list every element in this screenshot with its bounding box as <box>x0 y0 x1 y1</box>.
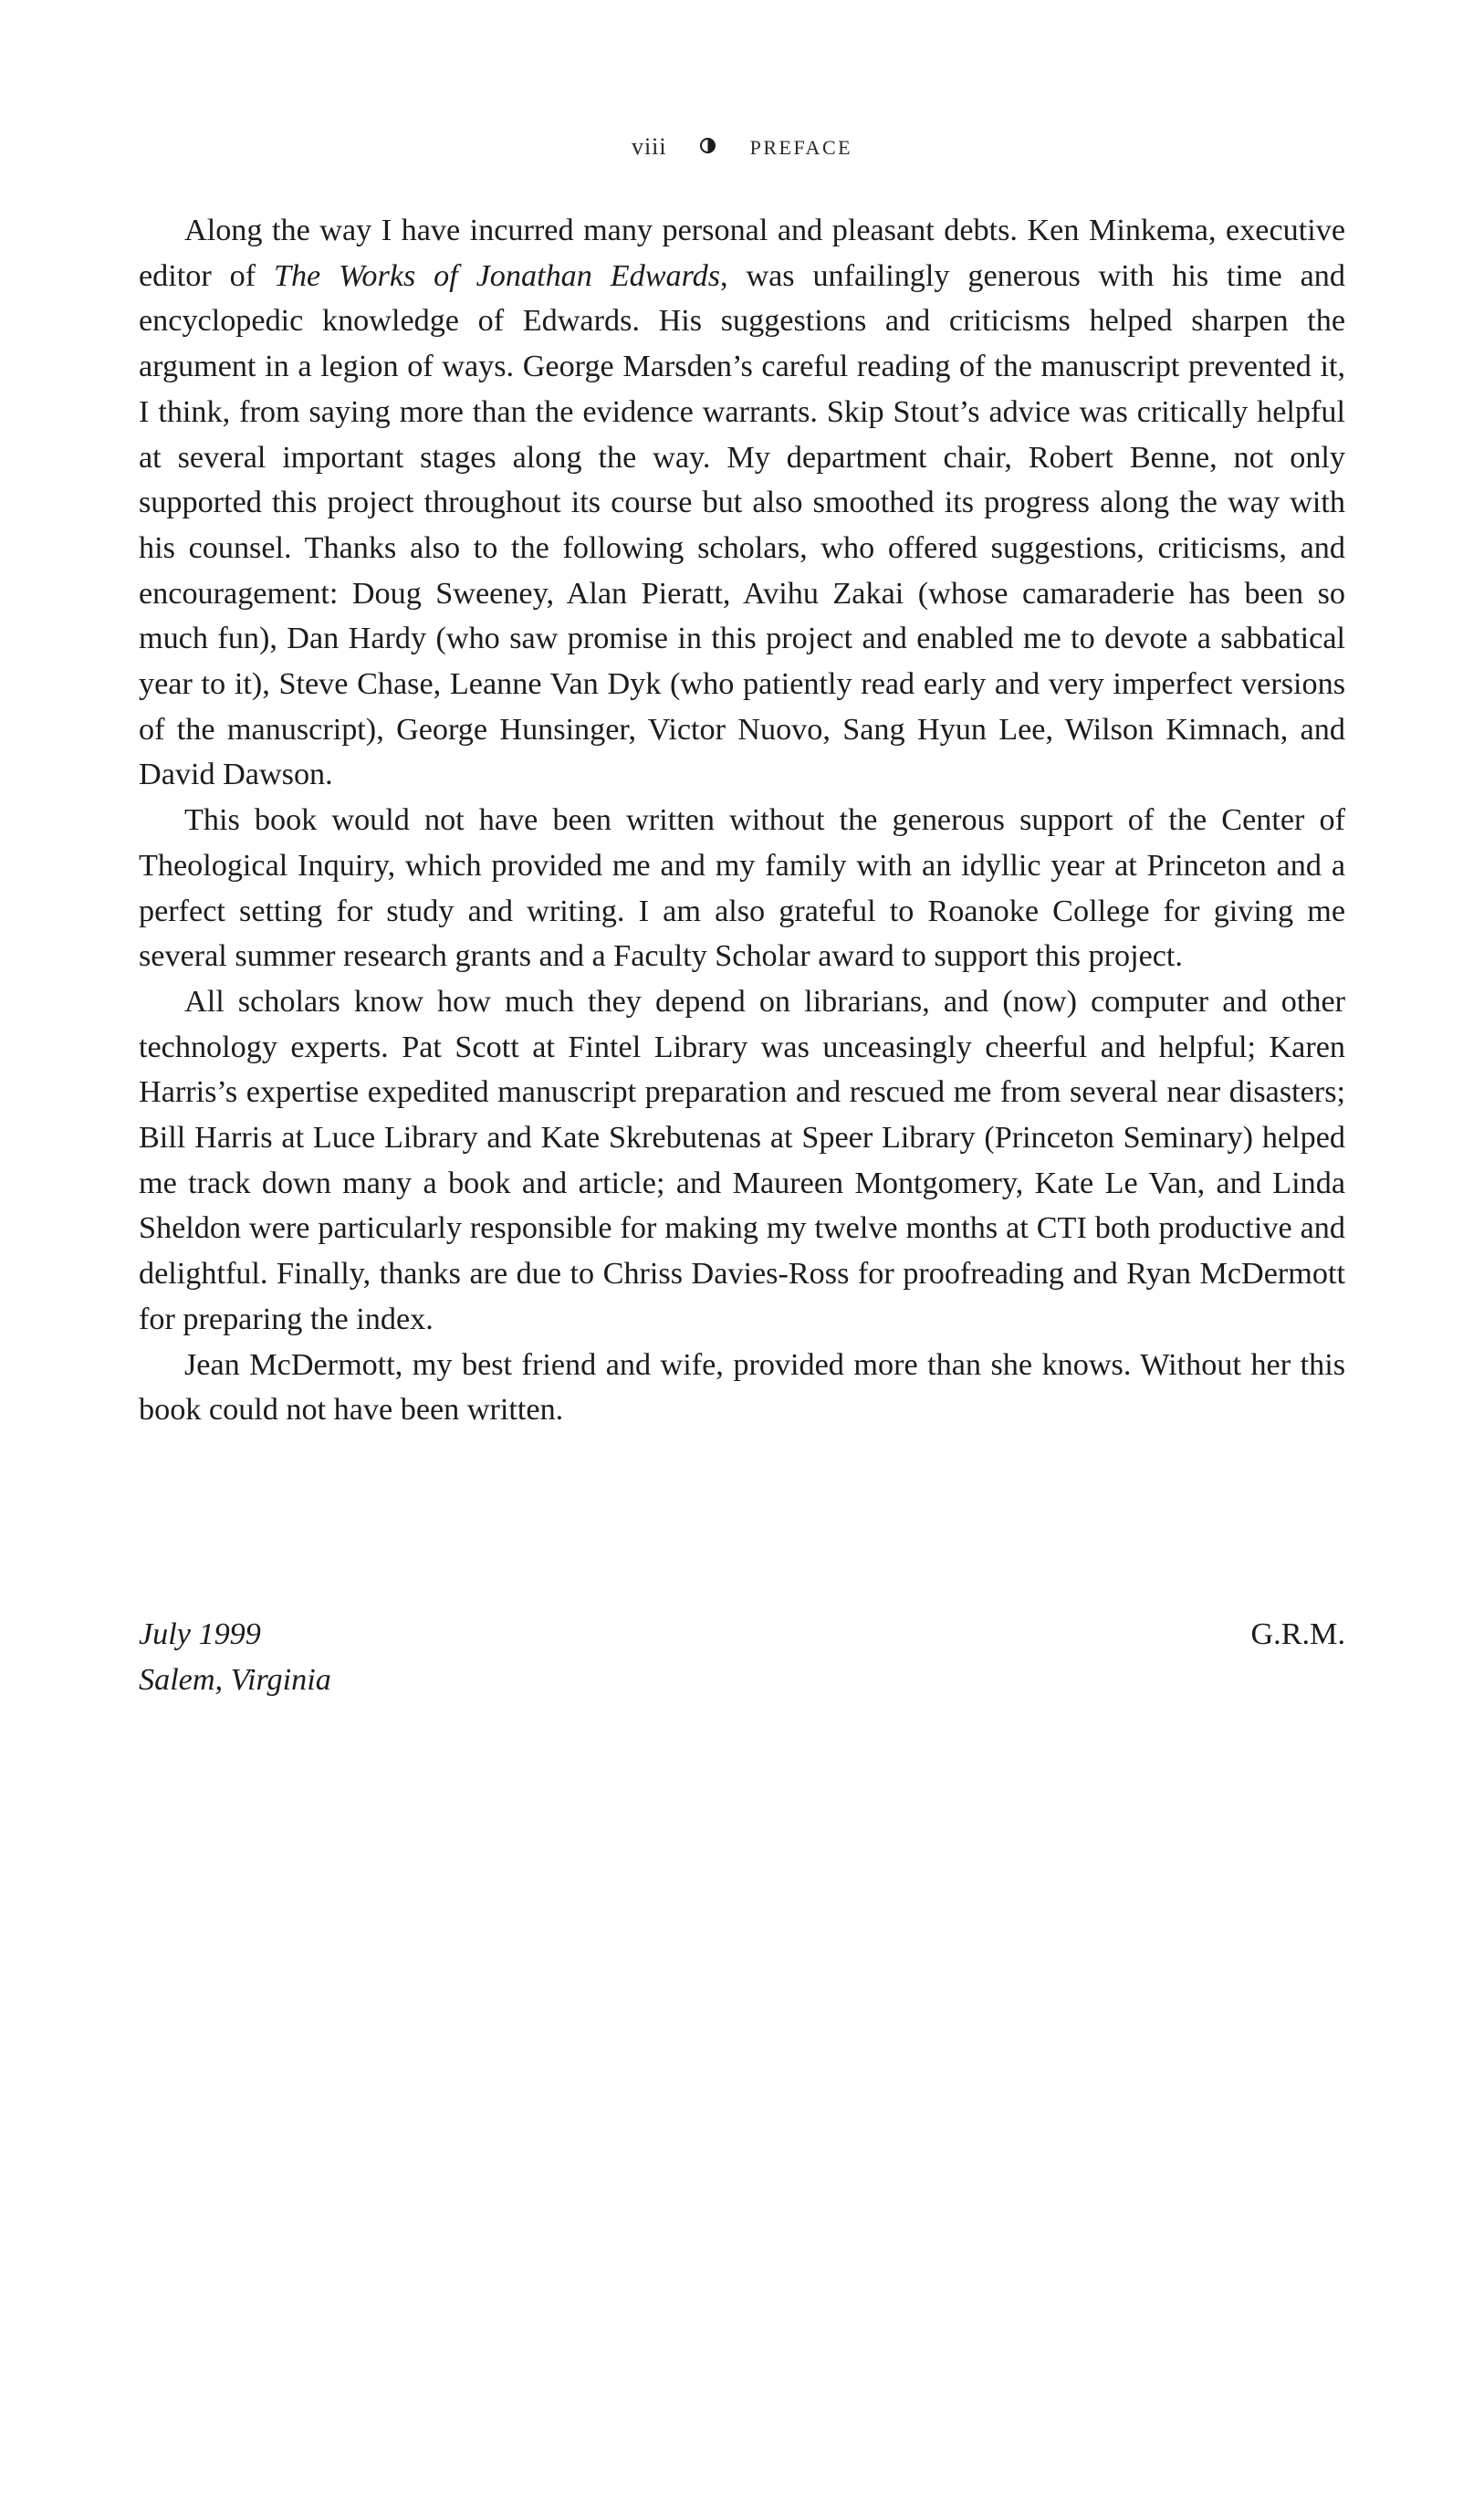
running-head <box>0 133 1484 161</box>
half-circle-ornament-icon <box>700 138 716 153</box>
paragraph-acknowledgments-institutions: This book would not have been written without the generous support of the Center of Theological Inquiry, which provided me and my family with an idyllic year at Princeton and a perfect setting for study and writing. I am also grateful to Roanoke College for giving me several summer research grants and a Faculty Scholar award to support this project. <box>139 803 1345 974</box>
paragraph-text: , was unfailingly generous with his time and encyclopedic knowledge of Edwards. His suggestions and criticisms helped sharpen the argument in a legion of ways. George Marsden’s careful reading of the manuscript prevented it, I think, from saying more than the evidence warrants. Skip Stout’s advice was critically helpful at several important stages along the way. My department chair, Robert Benne, not only supported this project throughout its course but also smoothed its progress along the way with his counsel. Thanks also to the following scholars, who offered suggestions, criticisms, and encouragement: Doug Sweeney, Alan Pieratt, Avihu Zakai (whose camaraderie has been so much fun), Dan Hardy (who saw promise in this project and enabled me to devote a sabbatical year to it), Steve Chase, Leanne Van Dyk (who patiently read early and very imperfect versions of the manuscript), George Hunsinger, Victor Nuovo, Sang Hyun Lee, Wilson Kimnach, and David Dawson. <box>139 258 1345 792</box>
author-initials: G.R.M. <box>1250 1617 1345 1651</box>
date-place <box>139 1612 1345 1702</box>
paragraph-text: Along the way I have incurred many personal and pleasant debts. Ken Minkema, executive editor of <box>139 214 1345 293</box>
signoff-place: Salem, Virginia <box>139 1662 331 1697</box>
signoff <box>139 1612 1345 1702</box>
section-title: PREFACE <box>749 136 853 159</box>
book-title: The Works of Jonathan Edwards <box>273 258 721 293</box>
preface-body <box>139 208 1345 1433</box>
paragraph-acknowledgments-scholars <box>139 208 1345 798</box>
paragraph-acknowledgments-librarians: All scholars know how much they depend on librarians, and (now) computer and other technology experts. Pat Scott at Fintel Library was unceasingly cheerful and helpful; Karen Harris’s expertise expedited manuscript preparation and rescued me from several near disasters; Bill Harris at Luce Library and Kate Skrebutenas at Speer Library (Princeton Seminary) helped me track down many a book and article; and Maureen Montgomery, Kate Le Van, and Linda Sheldon were particularly responsible for making my twelve months at CTI both productive and delightful. Finally, thanks are due to Chriss Davies-Ross for proofreading and Ryan McDermott for preparing the index. <box>139 984 1345 1336</box>
signoff-date: July 1999 <box>139 1617 261 1651</box>
paragraph-acknowledgments-family: Jean McDermott, my best friend and wife, provided more than she knows. Without her this book could not have been written. <box>139 1347 1345 1428</box>
page-number: viii <box>631 133 667 160</box>
